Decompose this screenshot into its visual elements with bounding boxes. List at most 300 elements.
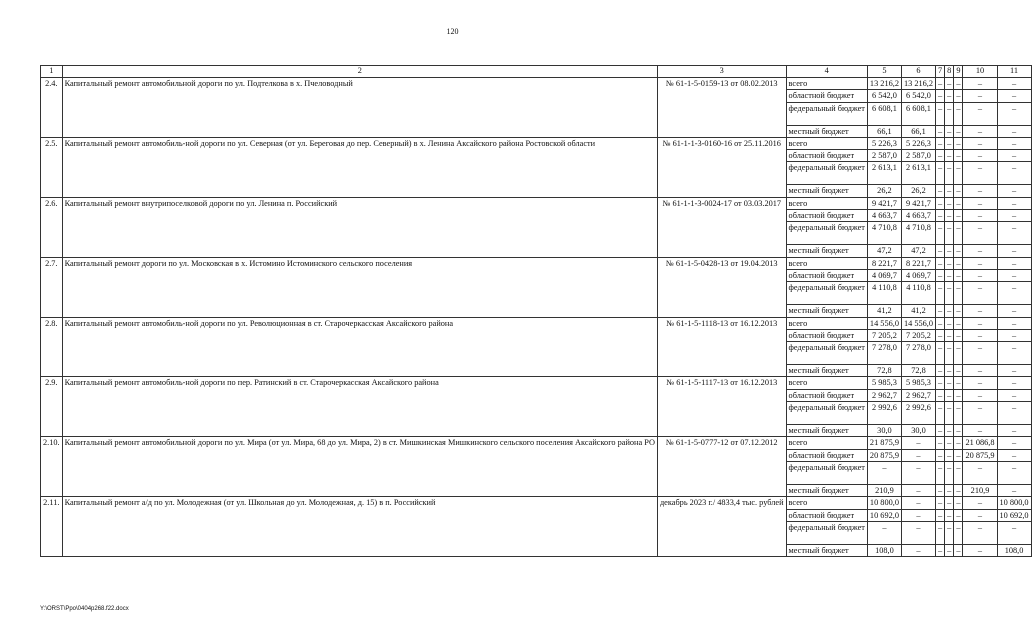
amount-cell: 6 542,0 xyxy=(867,90,901,102)
amount-cell: – xyxy=(963,257,997,269)
amount-cell: – xyxy=(963,222,997,245)
document-ref: № 61-1-1-3-0024-17 от 03.03.2017 xyxy=(657,197,786,257)
amount-cell: 4 110,8 xyxy=(901,282,935,305)
amount-cell: – xyxy=(963,162,997,185)
funding-source: местный бюджет xyxy=(786,245,867,257)
amount-cell: – xyxy=(945,245,954,257)
amount-cell: – xyxy=(954,484,963,496)
column-header: 1 xyxy=(41,66,63,78)
amount-cell: – xyxy=(901,509,935,521)
amount-cell: – xyxy=(945,162,954,185)
document-ref: № 61-1-5-0428-13 от 19.04.2013 xyxy=(657,257,786,317)
amount-cell: – xyxy=(936,365,945,377)
table-row xyxy=(41,197,1032,209)
amount-cell: – xyxy=(954,389,963,401)
amount-cell: – xyxy=(945,449,954,461)
amount-cell: 13 216,2 xyxy=(901,78,935,90)
amount-cell: 2 992,6 xyxy=(867,402,901,425)
amount-cell: – xyxy=(963,461,997,484)
amount-cell: – xyxy=(997,162,1031,185)
amount-cell: – xyxy=(997,137,1031,149)
amount-cell: 7 278,0 xyxy=(867,342,901,365)
amount-cell: – xyxy=(945,197,954,209)
amount-cell: – xyxy=(963,509,997,521)
amount-cell: – xyxy=(936,125,945,137)
amount-cell: – xyxy=(997,102,1031,125)
amount-cell: – xyxy=(936,305,945,317)
amount-cell: – xyxy=(997,197,1031,209)
column-header: 10 xyxy=(963,66,997,78)
amount-cell: – xyxy=(997,425,1031,437)
amount-cell: – xyxy=(945,329,954,341)
amount-cell: – xyxy=(945,389,954,401)
amount-cell: 47,2 xyxy=(867,245,901,257)
amount-cell: – xyxy=(963,521,997,544)
amount-cell: – xyxy=(954,125,963,137)
budget-table xyxy=(40,65,1032,557)
amount-cell: – xyxy=(945,90,954,102)
document-ref: № 61-1-5-0159-13 от 08.02.2013 xyxy=(657,78,786,138)
amount-cell: 20 875,9 xyxy=(867,449,901,461)
item-number: 2.10. xyxy=(41,437,63,497)
document-ref: № 61-1-5-0777-12 от 07.12.2012 xyxy=(657,437,786,497)
amount-cell: – xyxy=(997,222,1031,245)
amount-cell: 4 663,7 xyxy=(901,210,935,222)
document-ref: № 61-1-5-1118-13 от 16.12.2013 xyxy=(657,317,786,377)
amount-cell: – xyxy=(963,269,997,281)
amount-cell: – xyxy=(901,449,935,461)
amount-cell: – xyxy=(954,402,963,425)
funding-source: местный бюджет xyxy=(786,185,867,197)
amount-cell: – xyxy=(963,365,997,377)
project-name: Капитальный ремонт внутрипоселковой дороги по ул. Ленина п. Российский xyxy=(62,197,657,257)
amount-cell: 5 985,3 xyxy=(901,377,935,389)
funding-source: местный бюджет xyxy=(786,425,867,437)
amount-cell: – xyxy=(954,102,963,125)
amount-cell: – xyxy=(936,197,945,209)
table-row xyxy=(41,377,1032,389)
amount-cell: – xyxy=(945,185,954,197)
amount-cell: – xyxy=(963,329,997,341)
amount-cell: 14 556,0 xyxy=(867,317,901,329)
amount-cell: – xyxy=(997,317,1031,329)
amount-cell: – xyxy=(997,210,1031,222)
funding-source: всего xyxy=(786,497,867,509)
amount-cell: – xyxy=(945,269,954,281)
amount-cell: – xyxy=(936,269,945,281)
table-row xyxy=(41,497,1032,509)
amount-cell: 5 985,3 xyxy=(867,377,901,389)
amount-cell: – xyxy=(963,317,997,329)
amount-cell: – xyxy=(963,402,997,425)
project-name: Капитальный ремонт а/д по ул. Молодежная (от ул. Школьная до ул. Молодежная, д. 15) в п. Российский xyxy=(62,497,657,557)
amount-cell: 8 221,7 xyxy=(867,257,901,269)
amount-cell: – xyxy=(997,342,1031,365)
document-ref: декабрь 2023 г./ 4833,4 тыс. рублей xyxy=(657,497,786,557)
amount-cell: – xyxy=(901,521,935,544)
amount-cell: 9 421,7 xyxy=(867,197,901,209)
amount-cell: – xyxy=(963,497,997,509)
amount-cell: – xyxy=(954,425,963,437)
amount-cell: 2 587,0 xyxy=(901,150,935,162)
amount-cell: – xyxy=(997,257,1031,269)
document-ref: № 61-1-1-3-0160-16 от 25.11.2016 xyxy=(657,137,786,197)
project-name: Капитальный ремонт автомобиль-ной дороги по ул. Революционная в ст. Старочеркасская Аксайского района xyxy=(62,317,657,377)
funding-source: местный бюджет xyxy=(786,365,867,377)
funding-source: всего xyxy=(786,317,867,329)
table-row xyxy=(41,317,1032,329)
funding-source: всего xyxy=(786,377,867,389)
amount-cell: – xyxy=(945,402,954,425)
amount-cell: – xyxy=(954,317,963,329)
amount-cell: – xyxy=(936,342,945,365)
amount-cell: – xyxy=(901,437,935,449)
amount-cell: 4 069,7 xyxy=(901,269,935,281)
amount-cell: – xyxy=(936,257,945,269)
amount-cell: – xyxy=(954,137,963,149)
amount-cell: – xyxy=(936,78,945,90)
table-row xyxy=(41,78,1032,90)
amount-cell: – xyxy=(963,197,997,209)
amount-cell: – xyxy=(954,437,963,449)
amount-cell: – xyxy=(945,125,954,137)
amount-cell: – xyxy=(936,282,945,305)
amount-cell: – xyxy=(936,509,945,521)
amount-cell: 7 278,0 xyxy=(901,342,935,365)
amount-cell: 21 875,9 xyxy=(867,437,901,449)
amount-cell: – xyxy=(954,377,963,389)
amount-cell: – xyxy=(954,329,963,341)
amount-cell: – xyxy=(936,150,945,162)
amount-cell: – xyxy=(997,90,1031,102)
amount-cell: – xyxy=(936,402,945,425)
amount-cell: – xyxy=(954,269,963,281)
table-header xyxy=(41,66,1032,78)
amount-cell: 72,8 xyxy=(901,365,935,377)
project-name: Капитальный ремонт автомобильной дороги по ул. Мира (от ул. Мира, 68 до ул. Мира, 2) в ст. Мишкинская Мишкинского сельского поселения Аксайского района РО xyxy=(62,437,657,497)
funding-source: местный бюджет xyxy=(786,544,867,556)
amount-cell: – xyxy=(997,245,1031,257)
column-header: 9 xyxy=(954,66,963,78)
amount-cell: 2 992,6 xyxy=(901,402,935,425)
amount-cell: – xyxy=(954,544,963,556)
amount-cell: – xyxy=(945,150,954,162)
amount-cell: – xyxy=(867,461,901,484)
amount-cell: – xyxy=(954,305,963,317)
funding-source: всего xyxy=(786,437,867,449)
funding-source: федеральный бюджет xyxy=(786,461,867,484)
amount-cell: 5 226,3 xyxy=(901,137,935,149)
amount-cell: 2 613,1 xyxy=(901,162,935,185)
amount-cell: – xyxy=(936,437,945,449)
amount-cell: – xyxy=(936,461,945,484)
item-number: 2.9. xyxy=(41,377,63,437)
amount-cell: – xyxy=(936,425,945,437)
funding-source: федеральный бюджет xyxy=(786,282,867,305)
amount-cell: – xyxy=(963,425,997,437)
item-number: 2.6. xyxy=(41,197,63,257)
amount-cell: 41,2 xyxy=(867,305,901,317)
amount-cell: 66,1 xyxy=(901,125,935,137)
amount-cell: – xyxy=(954,257,963,269)
amount-cell: – xyxy=(901,497,935,509)
amount-cell: 9 421,7 xyxy=(901,197,935,209)
amount-cell: – xyxy=(945,222,954,245)
amount-cell: – xyxy=(901,544,935,556)
project-name: Капитальный ремонт автомобильной дороги по ул. Подтелкова в х. Пчеловодный xyxy=(62,78,657,138)
funding-source: всего xyxy=(786,137,867,149)
amount-cell: – xyxy=(945,544,954,556)
item-number: 2.4. xyxy=(41,78,63,138)
amount-cell: – xyxy=(954,90,963,102)
funding-source: местный бюджет xyxy=(786,125,867,137)
amount-cell: 6 542,0 xyxy=(901,90,935,102)
amount-cell: – xyxy=(954,78,963,90)
amount-cell: – xyxy=(997,449,1031,461)
column-header: 4 xyxy=(786,66,867,78)
amount-cell: – xyxy=(936,521,945,544)
amount-cell: – xyxy=(997,269,1031,281)
funding-source: федеральный бюджет xyxy=(786,162,867,185)
amount-cell: – xyxy=(963,90,997,102)
amount-cell: – xyxy=(954,497,963,509)
amount-cell: 66,1 xyxy=(867,125,901,137)
funding-source: областной бюджет xyxy=(786,509,867,521)
table-row xyxy=(41,137,1032,149)
amount-cell: – xyxy=(936,162,945,185)
amount-cell: – xyxy=(954,210,963,222)
amount-cell: – xyxy=(945,282,954,305)
amount-cell: – xyxy=(945,509,954,521)
column-header: 2 xyxy=(62,66,657,78)
amount-cell: – xyxy=(997,377,1031,389)
amount-cell: – xyxy=(954,342,963,365)
amount-cell: – xyxy=(963,282,997,305)
funding-source: федеральный бюджет xyxy=(786,102,867,125)
amount-cell: – xyxy=(936,544,945,556)
amount-cell: – xyxy=(997,78,1031,90)
item-number: 2.8. xyxy=(41,317,63,377)
amount-cell: – xyxy=(997,389,1031,401)
funding-source: всего xyxy=(786,78,867,90)
amount-cell: – xyxy=(954,282,963,305)
amount-cell: 7 205,2 xyxy=(901,329,935,341)
amount-cell: – xyxy=(997,329,1031,341)
table-row xyxy=(41,437,1032,449)
amount-cell: – xyxy=(945,437,954,449)
amount-cell: – xyxy=(936,90,945,102)
amount-cell: – xyxy=(997,484,1031,496)
amount-cell: – xyxy=(997,365,1031,377)
amount-cell: 5 226,3 xyxy=(867,137,901,149)
funding-source: федеральный бюджет xyxy=(786,521,867,544)
amount-cell: – xyxy=(945,365,954,377)
amount-cell: – xyxy=(954,449,963,461)
funding-source: федеральный бюджет xyxy=(786,342,867,365)
amount-cell: – xyxy=(997,402,1031,425)
amount-cell: 8 221,7 xyxy=(901,257,935,269)
amount-cell: – xyxy=(936,210,945,222)
item-number: 2.7. xyxy=(41,257,63,317)
amount-cell: 72,8 xyxy=(867,365,901,377)
item-number: 2.11. xyxy=(41,497,63,557)
amount-cell: – xyxy=(963,342,997,365)
funding-source: областной бюджет xyxy=(786,269,867,281)
amount-cell: – xyxy=(936,377,945,389)
amount-cell: – xyxy=(945,317,954,329)
amount-cell: – xyxy=(954,365,963,377)
project-name: Капитальный ремонт автомобиль-ной дороги по пер. Ратинский в ст. Старочеркасская Аксайского района xyxy=(62,377,657,437)
funding-source: областной бюджет xyxy=(786,389,867,401)
amount-cell: 4 069,7 xyxy=(867,269,901,281)
funding-source: местный бюджет xyxy=(786,305,867,317)
funding-source: областной бюджет xyxy=(786,210,867,222)
amount-cell: – xyxy=(945,521,954,544)
amount-cell: 210,9 xyxy=(867,484,901,496)
amount-cell: – xyxy=(954,150,963,162)
amount-cell: – xyxy=(997,521,1031,544)
amount-cell: – xyxy=(936,484,945,496)
project-name: Капитальный ремонт дороги по ул. Московская в х. Истомино Истоминского сельского поселения xyxy=(62,257,657,317)
amount-cell: 7 205,2 xyxy=(867,329,901,341)
amount-cell: 4 710,8 xyxy=(867,222,901,245)
amount-cell: – xyxy=(901,484,935,496)
amount-cell: – xyxy=(945,210,954,222)
amount-cell: 21 086,8 xyxy=(963,437,997,449)
funding-source: всего xyxy=(786,257,867,269)
amount-cell: – xyxy=(997,437,1031,449)
amount-cell: 26,2 xyxy=(867,185,901,197)
amount-cell: – xyxy=(936,245,945,257)
amount-cell: – xyxy=(936,329,945,341)
amount-cell: 41,2 xyxy=(901,305,935,317)
amount-cell: – xyxy=(963,210,997,222)
amount-cell: – xyxy=(936,317,945,329)
amount-cell: 47,2 xyxy=(901,245,935,257)
column-header: 5 xyxy=(867,66,901,78)
page-number: 120 xyxy=(446,27,459,36)
file-path-footer: Y:\ORST\Ppo\0404p268.f22.docx xyxy=(40,606,129,612)
amount-cell: 108,0 xyxy=(867,544,901,556)
amount-cell: 10 800,0 xyxy=(997,497,1031,509)
amount-cell: – xyxy=(936,185,945,197)
amount-cell: – xyxy=(945,305,954,317)
column-header: 8 xyxy=(945,66,954,78)
amount-cell: – xyxy=(997,125,1031,137)
funding-source: областной бюджет xyxy=(786,90,867,102)
funding-source: всего xyxy=(786,197,867,209)
amount-cell: 30,0 xyxy=(901,425,935,437)
amount-cell: – xyxy=(954,509,963,521)
amount-cell: – xyxy=(963,305,997,317)
amount-cell: – xyxy=(954,197,963,209)
table-row xyxy=(41,257,1032,269)
amount-cell: 10 692,0 xyxy=(867,509,901,521)
amount-cell: – xyxy=(997,282,1031,305)
amount-cell: – xyxy=(954,185,963,197)
amount-cell: 2 587,0 xyxy=(867,150,901,162)
amount-cell: – xyxy=(954,461,963,484)
amount-cell: – xyxy=(945,137,954,149)
amount-cell: – xyxy=(945,102,954,125)
table-body xyxy=(41,78,1032,557)
amount-cell: 6 608,1 xyxy=(901,102,935,125)
amount-cell: – xyxy=(867,521,901,544)
amount-cell: – xyxy=(936,449,945,461)
amount-cell: – xyxy=(963,78,997,90)
amount-cell: 108,0 xyxy=(997,544,1031,556)
amount-cell: – xyxy=(963,377,997,389)
amount-cell: – xyxy=(936,102,945,125)
amount-cell: – xyxy=(945,257,954,269)
column-header: 7 xyxy=(936,66,945,78)
funding-source: федеральный бюджет xyxy=(786,222,867,245)
column-header: 3 xyxy=(657,66,786,78)
amount-cell: – xyxy=(945,342,954,365)
column-header: 6 xyxy=(901,66,935,78)
amount-cell: 20 875,9 xyxy=(963,449,997,461)
amount-cell: 14 556,0 xyxy=(901,317,935,329)
amount-cell: – xyxy=(945,78,954,90)
document-ref: № 61-1-5-1117-13 от 16.12.2013 xyxy=(657,377,786,437)
amount-cell: 2 962,7 xyxy=(867,389,901,401)
amount-cell: 6 608,1 xyxy=(867,102,901,125)
amount-cell: – xyxy=(963,185,997,197)
amount-cell: 30,0 xyxy=(867,425,901,437)
amount-cell: – xyxy=(945,461,954,484)
amount-cell: – xyxy=(936,497,945,509)
amount-cell: – xyxy=(954,162,963,185)
amount-cell: – xyxy=(997,305,1031,317)
column-header: 11 xyxy=(997,66,1031,78)
amount-cell: – xyxy=(945,377,954,389)
amount-cell: – xyxy=(963,102,997,125)
amount-cell: – xyxy=(936,222,945,245)
amount-cell: 4 663,7 xyxy=(867,210,901,222)
amount-cell: 10 692,0 xyxy=(997,509,1031,521)
funding-source: федеральный бюджет xyxy=(786,402,867,425)
amount-cell: – xyxy=(963,150,997,162)
amount-cell: – xyxy=(963,125,997,137)
amount-cell: 210,9 xyxy=(963,484,997,496)
amount-cell: 4 110,8 xyxy=(867,282,901,305)
amount-cell: – xyxy=(945,484,954,496)
amount-cell: – xyxy=(963,389,997,401)
funding-source: местный бюджет xyxy=(786,484,867,496)
amount-cell: – xyxy=(954,521,963,544)
amount-cell: 26,2 xyxy=(901,185,935,197)
amount-cell: – xyxy=(954,222,963,245)
amount-cell: – xyxy=(997,150,1031,162)
amount-cell: 13 216,2 xyxy=(867,78,901,90)
amount-cell: – xyxy=(963,544,997,556)
project-name: Капитальный ремонт автомобиль-ной дороги по ул. Северная (от ул. Береговая до пер. Северный) в х. Ленина Аксайского района Ростовской области xyxy=(62,137,657,197)
amount-cell: – xyxy=(997,185,1031,197)
item-number: 2.5. xyxy=(41,137,63,197)
funding-source: областной бюджет xyxy=(786,449,867,461)
amount-cell: – xyxy=(954,245,963,257)
amount-cell: 2 613,1 xyxy=(867,162,901,185)
amount-cell: – xyxy=(997,461,1031,484)
amount-cell: – xyxy=(945,497,954,509)
amount-cell: – xyxy=(936,137,945,149)
amount-cell: 4 710,8 xyxy=(901,222,935,245)
amount-cell: 10 800,0 xyxy=(867,497,901,509)
amount-cell: – xyxy=(963,245,997,257)
funding-source: областной бюджет xyxy=(786,150,867,162)
funding-source: областной бюджет xyxy=(786,329,867,341)
amount-cell: – xyxy=(936,389,945,401)
